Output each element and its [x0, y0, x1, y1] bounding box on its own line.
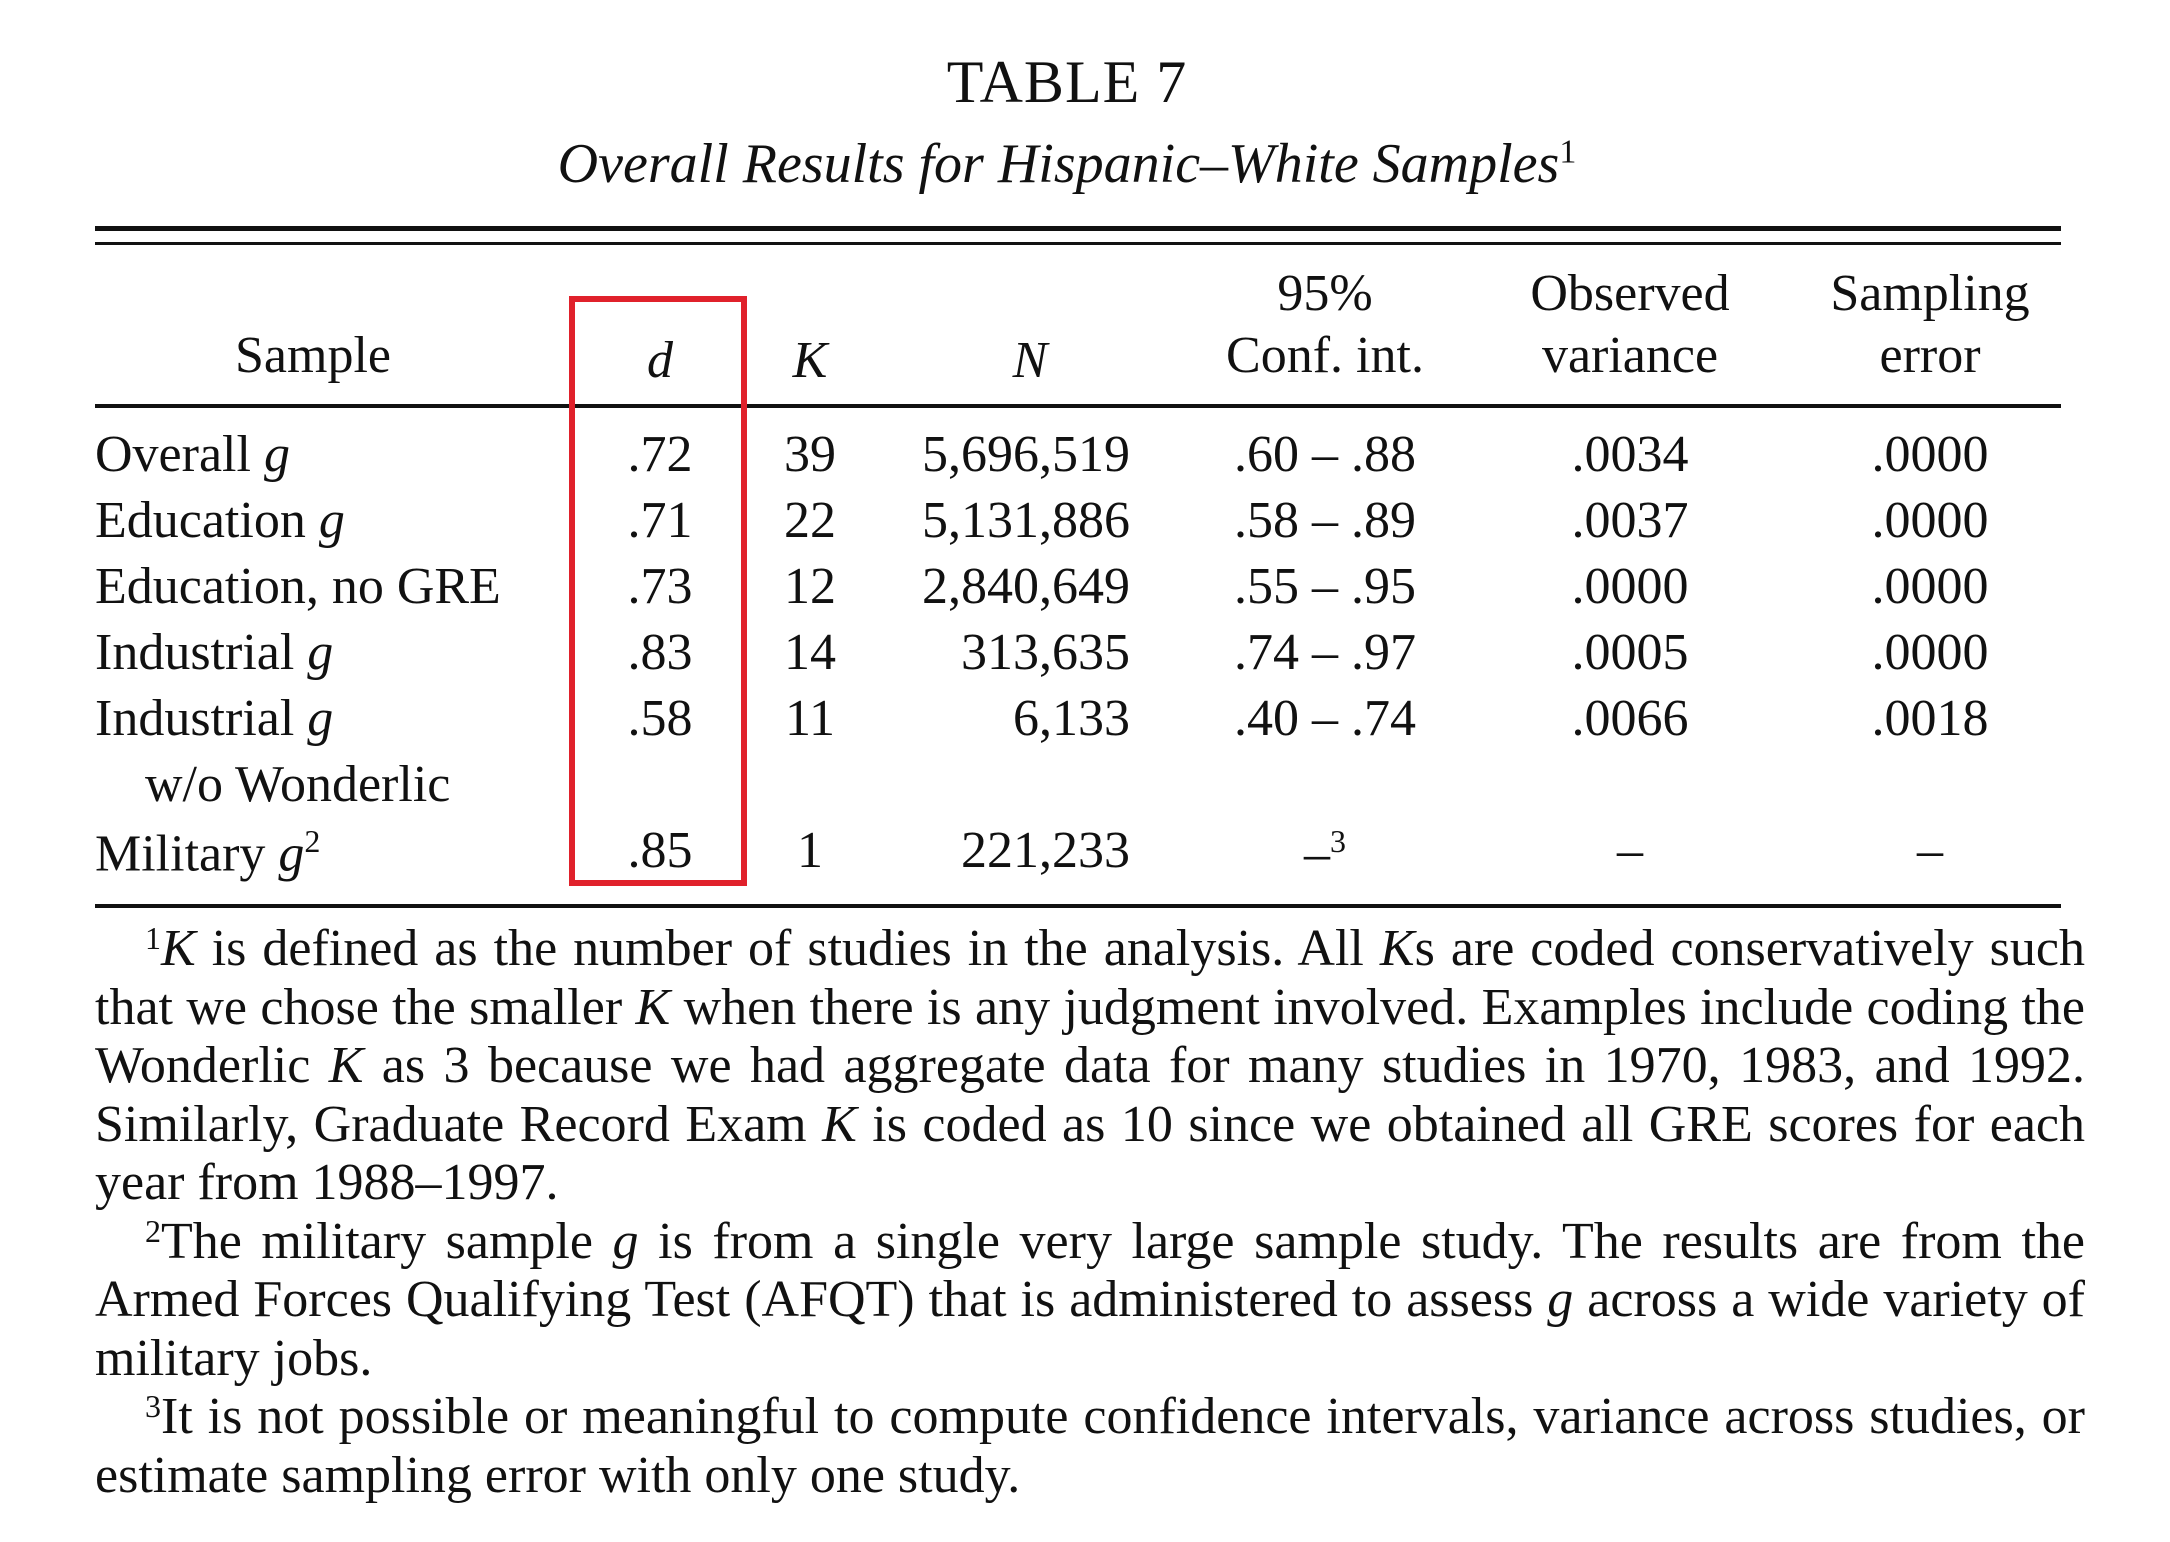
- header-sampling-line2: error: [1879, 327, 1981, 384]
- row-3-n: 2,840,649: [922, 558, 1130, 615]
- row-2-sampling-error: .0000: [1871, 492, 1989, 549]
- row-5-sampling-error: .0018: [1871, 690, 1989, 747]
- row-6-observed-variance: –: [1617, 822, 1643, 879]
- header-n: N: [1012, 332, 1048, 389]
- row-6-ci: –$^3$: [1304, 823, 1346, 883]
- row-5-sample-line2: w/o Wonderlic: [145, 756, 451, 813]
- table-caption: [0, 132, 2134, 196]
- row-3-ci: .55 – .95: [1234, 558, 1416, 615]
- header-sample: Sample: [235, 327, 391, 384]
- row-3-sampling-error: .0000: [1871, 558, 1989, 615]
- row-6-k: 1: [797, 822, 823, 879]
- row-2-d: .71: [627, 492, 693, 549]
- caption-text: Overall Results for Hispanic–White Samples: [557, 133, 1560, 195]
- row-2-n: 5,131,886: [922, 492, 1130, 549]
- row-5-sample: Industrial g: [95, 690, 334, 747]
- row-6-sampling-error: –: [1917, 822, 1943, 879]
- row-4-n: 313,635: [961, 624, 1130, 681]
- row-6-sample: Military $g^2$: [95, 823, 321, 883]
- row-1-sampling-error: .0000: [1871, 426, 1989, 483]
- row-4-sampling-error: .0000: [1871, 624, 1989, 681]
- row-4-ci: .74 – .97: [1234, 624, 1416, 681]
- row-1-n: 5,696,519: [922, 426, 1130, 483]
- header-k: K: [792, 332, 828, 389]
- row-2-observed-variance: .0037: [1571, 492, 1689, 549]
- row-4-d: .83: [627, 624, 693, 681]
- header-observed-line1: Observed: [1530, 265, 1730, 322]
- table-footnotes: [95, 920, 2085, 1505]
- row-5-n: 6,133: [1013, 690, 1130, 747]
- row-5-observed-variance: .0066: [1571, 690, 1689, 747]
- header-ci-line2: Conf. int.: [1226, 327, 1424, 384]
- row-3-k: 12: [784, 558, 836, 615]
- d-column-highlight-box: [569, 296, 747, 886]
- row-5-d: .58: [627, 690, 693, 747]
- header-observed-line2: variance: [1541, 327, 1719, 384]
- row-4-sample: Industrial g: [95, 624, 334, 681]
- row-6-n: 221,233: [961, 822, 1130, 879]
- row-1-observed-variance: .0034: [1571, 426, 1689, 483]
- row-3-observed-variance: .0000: [1571, 558, 1689, 615]
- bottom-rule: [95, 904, 2061, 908]
- row-3-sample: Education, no GRE: [95, 558, 501, 615]
- top-rule-thin: [95, 242, 2061, 245]
- footnote-3: $^3$It is not possible or meaningful to compute confidence intervals, variance across studies, or estimate sampling error with only one study.: [95, 1388, 2085, 1504]
- top-rule-thick: [95, 226, 2061, 231]
- row-2-ci: .58 – .89: [1234, 492, 1416, 549]
- row-3-d: .73: [627, 558, 693, 615]
- row-4-k: 14: [784, 624, 836, 681]
- row-1-ci: .60 – .88: [1234, 426, 1416, 483]
- row-1-sample: Overall g: [95, 426, 290, 483]
- caption-footnote-mark: 1: [1559, 133, 1577, 171]
- row-1-d: .72: [627, 426, 693, 483]
- row-2-k: 22: [784, 492, 836, 549]
- row-4-observed-variance: .0005: [1571, 624, 1689, 681]
- header-d: d: [647, 332, 673, 389]
- footnote-2: $^2$The military sample g is from a single very large sample study. The results are from the Armed Forces Qualifying Test (AFQT) that is administered to assess g across a wide variety of military jobs.: [95, 1212, 2085, 1387]
- table-title: TABLE 7: [946, 49, 1188, 115]
- header-rule: [95, 404, 2061, 408]
- header-ci-line1: 95%: [1277, 265, 1373, 322]
- row-2-sample: Education g: [95, 492, 345, 549]
- row-5-ci: .40 – .74: [1234, 690, 1416, 747]
- footnote-1: $^1$K is defined as the number of studies in the analysis. All Ks are coded conservatively such that we chose the smaller K when there is any judgment involved. Examples include coding the Wonderlic K as 3 because we had aggregate data for many studies in 1970, 1983, and 1992. Similarly, Graduate Record Exam K is coded as 10 since we obtained all GRE scores for each year from 1988–1997.: [95, 920, 2086, 1211]
- row-1-k: 39: [784, 426, 836, 483]
- row-5-k: 11: [784, 690, 836, 747]
- row-6-d: .85: [627, 822, 693, 879]
- header-sampling-line1: Sampling: [1830, 265, 2030, 322]
